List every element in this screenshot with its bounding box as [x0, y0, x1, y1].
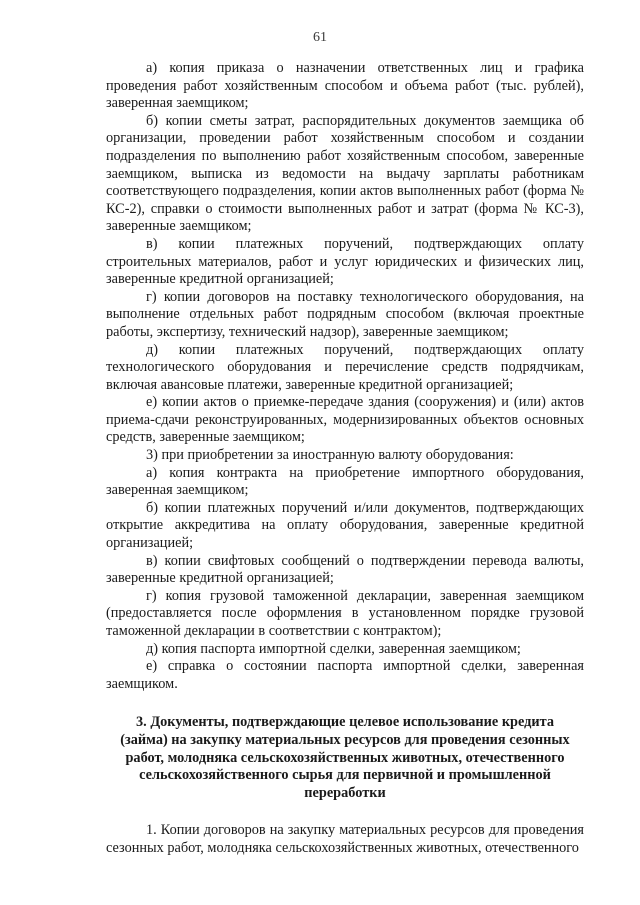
- paragraph-foreign-d: д) копия паспорта импортной сделки, заверенная заемщиком;: [146, 640, 521, 657]
- paragraph-foreign-v: в) копии свифтовых сообщений о подтверждении перевода валюты, заверенные кредитной организацией;: [106, 552, 584, 587]
- paragraph-section3-item-1: 1. Копии договоров на закупку материальных ресурсов для проведения сезонных работ, молодняка сельскохозяйственных животных, отечественного: [106, 822, 584, 856]
- page-number: 61: [313, 30, 327, 45]
- paragraph-item-v: в) копии платежных поручений, подтверждающих оплату строительных материалов, работ и услуг юридических и физических лиц, заверенные кредитной организацией;: [106, 235, 584, 288]
- paragraph-foreign-e: е) справка о состоянии паспорта импортной сделки, заверенная заемщиком.: [106, 658, 584, 692]
- paragraph-foreign-g: г) копия грузовой таможенной декларации, заверенная заемщиком (предоставляется после оформления в установленном порядке грузовой таможенной декларации в соответствии с контрактом);: [106, 587, 584, 639]
- paragraph-item-d: д) копии платежных поручений, подтверждающих оплату технологического оборудования и перечисление средств подрядчикам, включая авансовые платежи, заверенные кредитной организацией;: [106, 341, 584, 393]
- paragraph-foreign-b: б) копии платежных поручений и/или документов, подтверждающих открытие аккредитива на оплату оборудования, заверенные кредитной организацией;: [106, 499, 584, 552]
- paragraph-item-a: а) копия приказа о назначении ответственных лиц и графика проведения работ хозяйственным способом и объема работ (тыс. рублей), заверенная заемщиком;: [106, 60, 584, 112]
- section-heading: 3. Документы, подтверждающие целевое использование кредита (займа) на закупку материальных ресурсов для проведения сезонных работ, молодняка сельскохозяйственных животных, отечественного сельскохозяйственного сырья для первичной и промышленной переработки: [120, 714, 570, 801]
- paragraph-foreign-a: а) копия контракта на приобретение импортного оборудования, заверенная заемщиком;: [106, 464, 584, 499]
- paragraph-item-b: б) копии сметы затрат, распорядительных документов заемщика об организации, проведении работ хозяйственным способом и создании подразделения по выполнению работ хозяйственным способом, заверенные заемщиком, выписка из ведомости на выдачу зарплаты работникам соответствующего подразделения, копии актов выполненных работ (форма № КС-2), справки о стоимости выполненных работ и затрат (форма № КС-3), заверенные заемщиком;: [106, 112, 584, 235]
- paragraph-item-e: е) копии актов о приемке-передаче здания (сооружения) и (или) актов приема-сдачи реконструированных, модернизированных объектов основных средств, заверенные заемщиком;: [106, 394, 584, 446]
- document-body: [106, 60, 584, 858]
- paragraph-item-g: г) копии договоров на поставку технологического оборудования, на выполнение отдельных работ подрядным способом (включая проектные работы, экспертизу, технический надзор), заверенные заемщиком;: [106, 288, 584, 340]
- paragraph-subsection-3: 3) при приобретении за иностранную валюту оборудования:: [146, 447, 514, 464]
